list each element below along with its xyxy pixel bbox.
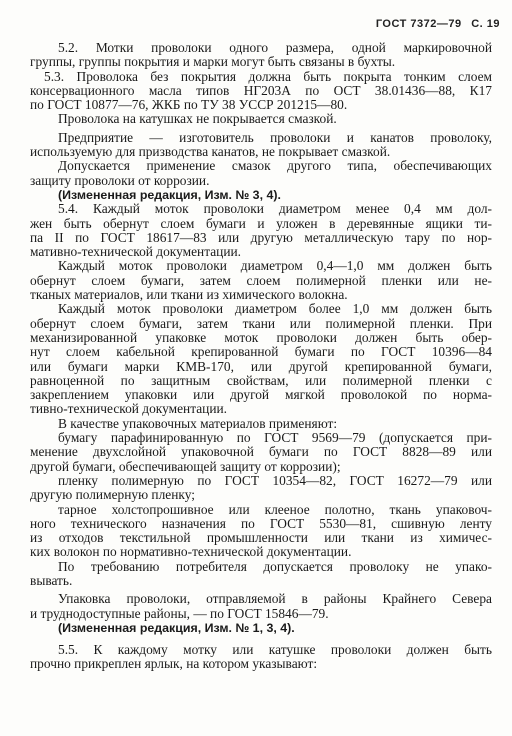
text-line: Каждый моток проволоки диаметром 0,4—1,0 мм должен быть xyxy=(58,259,492,274)
text-line: прочно прикреплен ярлык, на котором указывают: xyxy=(30,657,318,672)
text-line: По требованию потребителя допускается проволоку не упако- xyxy=(58,559,492,574)
document-body xyxy=(30,41,492,672)
text-line: закреплением упаковки или другой мягкой проволокой по норма- xyxy=(30,388,492,403)
text-line: вывать. xyxy=(30,573,73,588)
paragraph-coil-note xyxy=(30,112,492,126)
paragraph-customer-request xyxy=(30,560,492,589)
paragraph-materials-intro xyxy=(30,417,492,431)
text-line: механизированной упаковке моток проволоки должен быть обер- xyxy=(30,330,492,345)
paragraph-paper xyxy=(30,431,492,474)
text-line: обернут слоем бумаги, затем ткани или полимерной пленки. При xyxy=(30,316,492,331)
text-line: нут слоем кабельной крепированной бумаги по ГОСТ 10396—84 xyxy=(30,345,492,360)
text-line: тивно-технической документации. xyxy=(30,402,228,417)
text-line: и труднодоступные районы, — по ГОСТ 15846—79. xyxy=(30,606,329,621)
running-header xyxy=(370,18,500,30)
paragraph-5-5 xyxy=(30,643,492,672)
paragraph-fabric xyxy=(30,503,492,560)
text-line: (Измененная редакция, Изм. № 1, 3, 4). xyxy=(58,620,295,635)
text-line: Проволока на катушках не покрывается смазкой. xyxy=(58,112,337,127)
text-line: жен быть обернут слоем бумаги и уложен в деревянные ящики ти- xyxy=(30,216,492,231)
text-line: пленку полимерную по ГОСТ 10354—82, ГОСТ 16272—79 или xyxy=(58,473,492,488)
paragraph-far-north xyxy=(30,592,492,621)
paragraph-allowed-lubricants xyxy=(30,159,492,188)
text-line: В качестве упаковочных материалов применяют: xyxy=(58,416,338,431)
paragraph-5-2 xyxy=(30,41,492,70)
paragraph-diameter-0-4 xyxy=(30,259,492,302)
text-line: мативно-технической документации. xyxy=(30,245,242,260)
paragraph-film xyxy=(30,474,492,503)
text-line: Предприятие — изготовитель проволоки и канатов проволоку, xyxy=(58,130,492,145)
text-line: Допускается применение смазок другого типа, обеспечивающих xyxy=(58,159,492,174)
paragraph-diameter-1-0 xyxy=(30,302,492,416)
text-line: менение двухслойной упаковочной бумаги по ГОСТ 8828—89 или xyxy=(30,445,492,460)
text-line: другой бумаги, обеспечивающей защиту от коррозии); xyxy=(30,459,341,474)
text-line: группы, группы покрытия и марки могут быть связаны в бухты. xyxy=(30,55,396,70)
text-line: используемую для призводства канатов, не покрывает смазкой. xyxy=(30,145,391,160)
text-line: тканых материалов, или ткани из химического волокна. xyxy=(30,288,348,303)
text-line: консервационного масла типов НГ203А по ОСТ 38.01436—88, К17 xyxy=(30,83,492,98)
text-line: по ГОСТ 10877—76, ЖКБ по ТУ 38 УССР 201215—80. xyxy=(30,98,348,113)
text-line: 5.4. Каждый моток проволоки диаметром менее 0,4 мм дол- xyxy=(58,202,492,217)
text-line: защиту проволоки от коррозии. xyxy=(30,173,210,188)
text-line: (Измененная редакция, Изм. № 3, 4). xyxy=(58,187,281,202)
text-line: Упаковка проволоки, отправляемой в районы Крайнего Севера xyxy=(58,592,492,607)
revision-note-1 xyxy=(30,188,492,202)
text-line: из отходов текстильной промышленности или ткани из химичес- xyxy=(30,531,492,546)
text-line: ного технического назначения по ГОСТ 5530—81, сшивную ленту xyxy=(30,516,492,531)
text-line: другую полимерную пленку; xyxy=(30,488,195,503)
text-line: равноценной по защитным свойствам, или полимерной пленки с xyxy=(30,373,492,388)
paragraph-5-4 xyxy=(30,202,492,259)
text-line: ких волокон по нормативно-технической документации. xyxy=(30,545,352,560)
text-line: тарное холстопрошивное или клееное полотно, ткань упаковоч- xyxy=(58,502,492,517)
text-line: па II по ГОСТ 18617—83 или другую металлическую тару по нор- xyxy=(30,230,492,245)
text-line: или бумаги марки КМВ-170, или другой крепированной бумаги, xyxy=(30,359,492,374)
text-line: 5.2. Мотки проволоки одного размера, одной маркировочной xyxy=(58,41,492,55)
text-line: 5.5. К каждому мотку или катушке проволоки должен быть xyxy=(58,643,492,658)
text-line: бумагу парафинированную по ГОСТ 9569—79 (допускается при- xyxy=(58,431,492,446)
text-line: 5.3. Проволока без покрытия должна быть покрыта тонким слоем xyxy=(44,69,492,84)
text-line: обернут слоем бумаги, затем слоем полимерной пленки или не- xyxy=(30,273,492,288)
revision-note-2 xyxy=(30,621,492,635)
page-number: С. 19 xyxy=(471,18,500,30)
paragraph-5-3 xyxy=(30,70,492,113)
paragraph-manufacturer xyxy=(30,131,492,160)
text-line: Каждый моток проволоки диаметром более 1,0 мм должен быть xyxy=(58,302,492,317)
standard-number: ГОСТ 7372—79 xyxy=(375,18,462,30)
